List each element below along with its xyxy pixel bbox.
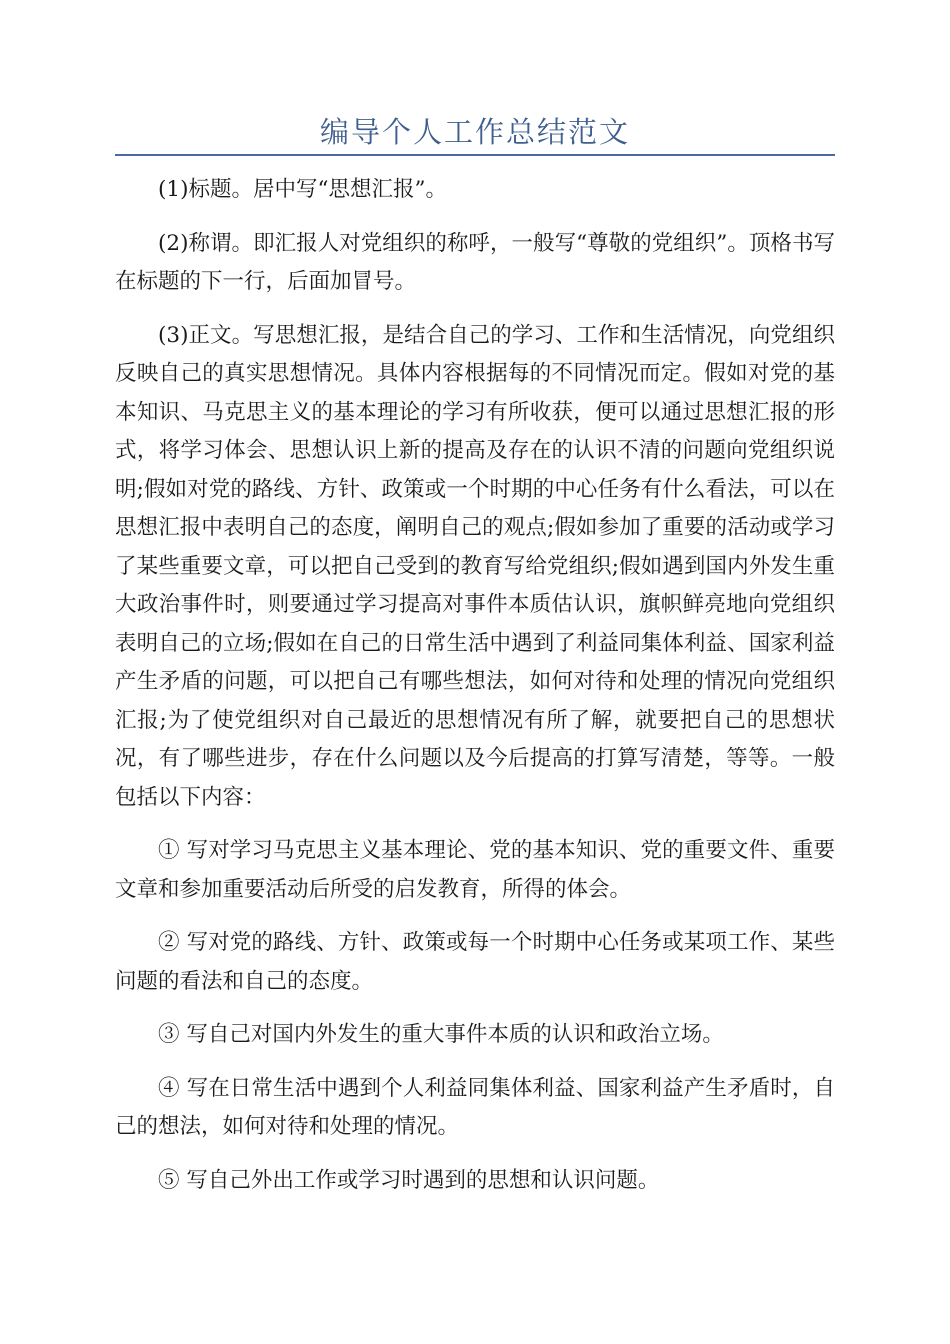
- title-underline: [115, 154, 835, 156]
- list-item-2: ② 写对党的路线、方针、政策或每一个时期中心任务或某项工作、某些问题的看法和自己的态度。: [115, 930, 835, 994]
- list-item-4: ④ 写在日常生活中遇到个人利益同集体利益、国家利益产生矛盾时，自己的想法，如何对待和处理的情况。: [115, 1075, 835, 1139]
- list-item-3: ③ 写自己对国内外发生的重大事件本质的认识和政治立场。: [158, 1022, 724, 1047]
- paragraph-body-rule: (3)正文。写思想汇报，是结合自己的学习、工作和生活情况，向党组织反映自己的真实思想情况。具体内容根据每的不同情况而定。假如对党的基本知识、马克思主义的基本理论的学习有所收获，便可以通过思想汇报的形式，将学习体会、思想认识上新的提高及存在的认识不清的问题向党组织说明;假如对党的路线、方针、政策或一个时期的中心任务有什么看法，可以在思想汇报中表明自己的态度，阐明自己的观点;假如参加了重要的活动或学习了某些重要文章，可以把自己受到的教育写给党组织;假如遇到国内外发生重大政治事件时，则要通过学习提高对事件本质估认识，旗帜鲜亮地向党组织表明自己的立场;假如在自己的日常生活中遇到了利益同集体利益、国家利益产生矛盾的问题，可以把自己有哪些想法，如何对待和处理的情况向党组织汇报;为了使党组织对自己最近的思想情况有所了解，就要把自己的思想状况，有了哪些进步，存在什么问题以及今后提高的打算写清楚，等等。一般包括以下内容：: [115, 322, 835, 810]
- list-item-5: ⑤ 写自己外出工作或学习时遇到的思想和认识问题。: [158, 1167, 660, 1193]
- document-title: 编导个人工作总结范文: [319, 115, 630, 149]
- paragraph-title-rule: (1)标题。居中写“思想汇报”。: [158, 177, 447, 202]
- paragraph-salutation-rule: (2)称谓。即汇报人对党组织的称呼，一般写“尊敬的党组织”。顶格书写在标题的下一行，后面加冒号。: [115, 230, 835, 294]
- document-body: [115, 171, 835, 1215]
- list-item-1: ① 写对学习马克思主义基本理论、党的基本知识、党的重要文件、重要文章和参加重要活动后所受的启发教育，所得的体会。: [115, 838, 835, 902]
